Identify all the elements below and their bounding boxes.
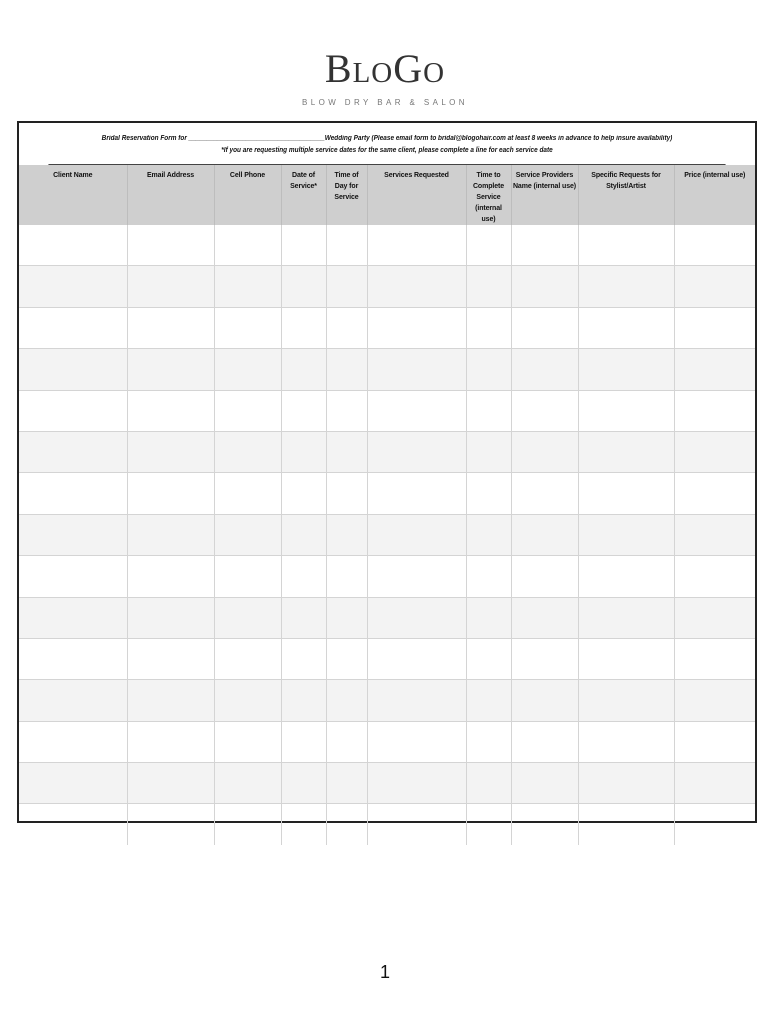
reservation-table [19,165,755,845]
entry-cell[interactable] [674,804,755,845]
table-row [19,597,755,638]
blogo-logo [0,46,770,107]
entry-cell[interactable] [367,473,466,514]
entry-cell[interactable] [367,638,466,679]
entry-cell[interactable] [19,514,127,555]
entry-cell[interactable] [367,307,466,348]
entry-cell[interactable] [281,349,326,390]
entry-cell[interactable] [578,638,674,679]
entry-cell[interactable] [326,349,367,390]
entry-cell[interactable] [19,763,127,804]
entry-cell[interactable] [326,680,367,721]
entry-cell[interactable] [281,763,326,804]
column-header-services-requested: Services Requested [367,165,466,225]
entry-cell[interactable] [127,514,214,555]
entry-cell[interactable] [214,225,281,266]
entry-cell[interactable] [214,721,281,762]
entry-cell[interactable] [578,390,674,431]
column-header-date-of-service: Date of Service* [281,165,326,225]
table-row [19,431,755,472]
entry-cell[interactable] [19,390,127,431]
entry-cell[interactable] [367,390,466,431]
entry-cell[interactable] [281,473,326,514]
table-row [19,349,755,390]
entry-cell[interactable] [281,307,326,348]
column-header-client-name: Client Name [19,165,127,225]
table-row [19,804,755,845]
entry-cell[interactable] [19,556,127,597]
entry-cell[interactable] [466,680,511,721]
entry-cell[interactable] [466,225,511,266]
entry-cell[interactable] [19,349,127,390]
entry-cell[interactable] [511,680,578,721]
column-header-price: Price (internal use) [674,165,755,225]
entry-cell[interactable] [511,514,578,555]
entry-cell[interactable] [214,514,281,555]
entry-cell[interactable] [281,514,326,555]
entry-cell[interactable] [367,680,466,721]
entry-cell[interactable] [578,721,674,762]
entry-cell[interactable] [578,473,674,514]
entry-cell[interactable] [214,597,281,638]
entry-cell[interactable] [19,638,127,679]
entry-cell[interactable] [281,556,326,597]
entry-cell[interactable] [281,431,326,472]
entry-cell[interactable] [127,804,214,845]
column-header-time-to-complete: Time to Complete Service (internal use) [466,165,511,225]
entry-cell[interactable] [578,556,674,597]
entry-cell[interactable] [127,763,214,804]
entry-cell[interactable] [19,225,127,266]
entry-cell[interactable] [127,597,214,638]
entry-cell[interactable] [674,638,755,679]
entry-cell[interactable] [511,763,578,804]
entry-cell[interactable] [578,763,674,804]
entry-cell[interactable] [326,638,367,679]
entry-cell[interactable] [466,431,511,472]
entry-cell[interactable] [578,804,674,845]
entry-cell[interactable] [214,266,281,307]
entry-cell[interactable] [674,763,755,804]
table-row [19,514,755,555]
entry-cell[interactable] [367,225,466,266]
column-header-cell-phone: Cell Phone [214,165,281,225]
entry-cell[interactable] [511,266,578,307]
entry-cell[interactable] [127,307,214,348]
entry-cell[interactable] [281,804,326,845]
entry-cell[interactable] [367,721,466,762]
entry-cell[interactable] [281,680,326,721]
entry-cell[interactable] [511,390,578,431]
entry-cell[interactable] [326,721,367,762]
entry-cell[interactable] [466,307,511,348]
entry-cell[interactable] [127,721,214,762]
entry-cell[interactable] [674,556,755,597]
entry-cell[interactable] [674,266,755,307]
entry-cell[interactable] [466,556,511,597]
entry-cell[interactable] [578,266,674,307]
table-row [19,266,755,307]
entry-cell[interactable] [127,266,214,307]
entry-cell[interactable] [466,638,511,679]
entry-cell[interactable] [578,514,674,555]
entry-cell[interactable] [214,390,281,431]
entry-cell[interactable] [511,307,578,348]
entry-cell[interactable] [214,680,281,721]
entry-cell[interactable] [578,225,674,266]
entry-cell[interactable] [326,556,367,597]
table-row [19,763,755,804]
entry-cell[interactable] [326,804,367,845]
table-header-row [19,165,755,225]
table-row [19,307,755,348]
entry-cell[interactable] [466,597,511,638]
entry-cell[interactable] [367,431,466,472]
entry-cell[interactable] [367,763,466,804]
entry-cell[interactable] [326,390,367,431]
entry-cell[interactable] [674,680,755,721]
table-row [19,721,755,762]
entry-cell[interactable] [326,514,367,555]
entry-cell[interactable] [466,721,511,762]
entry-cell[interactable] [511,556,578,597]
entry-cell[interactable] [127,473,214,514]
entry-cell[interactable] [674,597,755,638]
entry-cell[interactable] [19,307,127,348]
entry-cell[interactable] [19,266,127,307]
entry-cell[interactable] [511,225,578,266]
form-header [48,123,725,165]
entry-cell[interactable] [127,680,214,721]
column-header-specific-requests: Specific Requests for Stylist/Artist [578,165,674,225]
form-note: *If you are requesting multiple service dates for the same client, please complete a line for each service date [221,147,553,154]
entry-cell[interactable] [367,597,466,638]
entry-cell[interactable] [127,390,214,431]
entry-cell[interactable] [674,225,755,266]
entry-cell[interactable] [281,638,326,679]
entry-cell[interactable] [367,514,466,555]
entry-cell[interactable] [511,431,578,472]
table-row [19,680,755,721]
entry-cell[interactable] [214,307,281,348]
entry-cell[interactable] [326,597,367,638]
entry-cell[interactable] [674,473,755,514]
entry-cell[interactable] [674,307,755,348]
entry-cell[interactable] [367,556,466,597]
bridal-reservation-form [17,121,757,823]
entry-cell[interactable] [578,680,674,721]
entry-cell[interactable] [511,721,578,762]
entry-cell[interactable] [466,804,511,845]
table-row [19,390,755,431]
entry-cell[interactable] [466,349,511,390]
entry-cell[interactable] [127,556,214,597]
page-number: 1 [379,962,390,982]
entry-cell[interactable] [466,514,511,555]
entry-cell[interactable] [19,680,127,721]
entry-cell[interactable] [578,307,674,348]
entry-cell[interactable] [214,638,281,679]
entry-cell[interactable] [281,225,326,266]
column-header-time-of-day: Time of Day for Service [326,165,367,225]
entry-cell[interactable] [19,804,127,845]
entry-cell[interactable] [511,638,578,679]
entry-cell[interactable] [367,266,466,307]
entry-cell[interactable] [326,225,367,266]
table-body [19,225,755,845]
entry-cell[interactable] [674,514,755,555]
entry-cell[interactable] [281,390,326,431]
entry-cell[interactable] [127,638,214,679]
entry-cell[interactable] [214,556,281,597]
logo-wordmark: BLOGO [324,46,446,91]
entry-cell[interactable] [19,597,127,638]
entry-cell[interactable] [214,804,281,845]
entry-cell[interactable] [674,390,755,431]
entry-cell[interactable] [127,225,214,266]
entry-cell[interactable] [326,431,367,472]
entry-cell[interactable] [326,307,367,348]
entry-cell[interactable] [19,473,127,514]
entry-cell[interactable] [511,349,578,390]
entry-cell[interactable] [511,804,578,845]
entry-cell[interactable] [281,266,326,307]
entry-cell[interactable] [578,349,674,390]
entry-cell[interactable] [214,763,281,804]
entry-cell[interactable] [214,431,281,472]
entry-cell[interactable] [578,597,674,638]
entry-cell[interactable] [466,473,511,514]
entry-cell[interactable] [19,431,127,472]
entry-cell[interactable] [578,431,674,472]
entry-cell[interactable] [127,431,214,472]
entry-cell[interactable] [367,349,466,390]
table-row [19,473,755,514]
form-title: Bridal Reservation Form for ______________________________________Wedding Party (Please email form to bridal@blogohair.com at least 8 weeks in advance to help insure availability) [101,135,673,142]
table-row [19,638,755,679]
entry-cell[interactable] [466,763,511,804]
entry-cell[interactable] [326,266,367,307]
entry-cell[interactable] [326,473,367,514]
entry-cell[interactable] [511,473,578,514]
entry-cell[interactable] [674,349,755,390]
entry-cell[interactable] [674,431,755,472]
entry-cell[interactable] [127,349,214,390]
entry-cell[interactable] [367,804,466,845]
entry-cell[interactable] [281,721,326,762]
entry-cell[interactable] [511,597,578,638]
table-row [19,556,755,597]
entry-cell[interactable] [466,390,511,431]
entry-cell[interactable] [19,721,127,762]
entry-cell[interactable] [281,597,326,638]
column-header-service-providers-name: Service Providers Name (internal use) [511,165,578,225]
entry-cell[interactable] [214,473,281,514]
logo-tagline: BLOW DRY BAR & SALON [302,98,468,107]
entry-cell[interactable] [466,266,511,307]
entry-cell[interactable] [326,763,367,804]
entry-cell[interactable] [214,349,281,390]
column-header-email-address: Email Address [127,165,214,225]
table-row [19,225,755,266]
entry-cell[interactable] [674,721,755,762]
